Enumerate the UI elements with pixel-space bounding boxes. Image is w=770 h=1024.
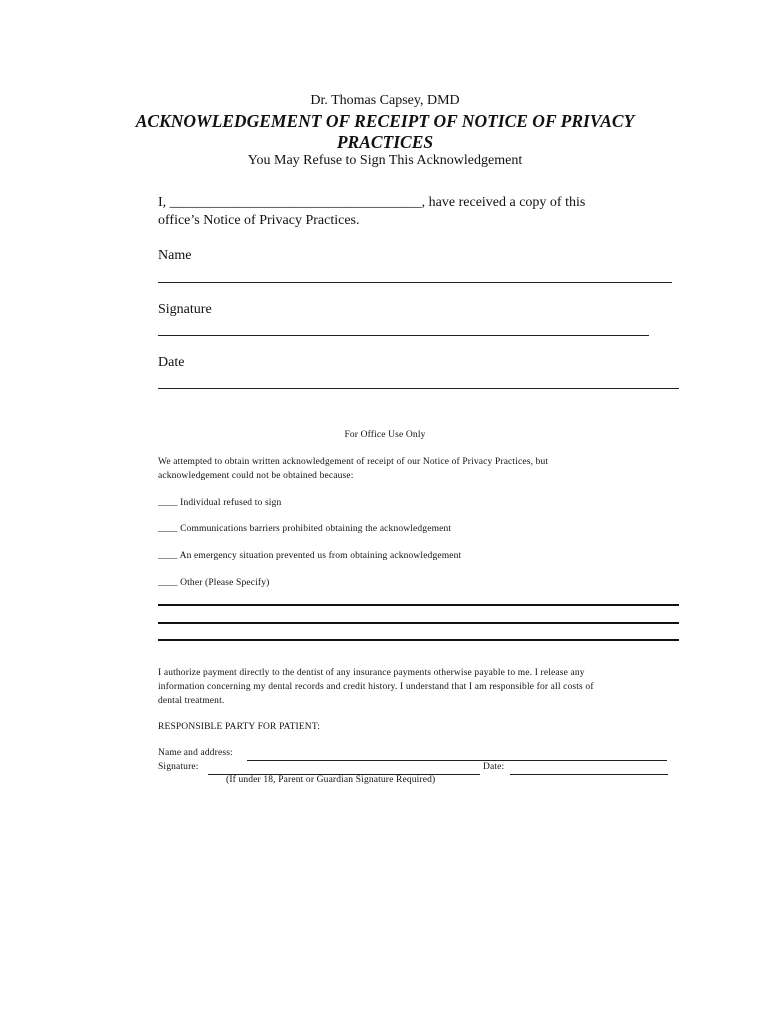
responsible-date-label: Date:: [483, 762, 505, 772]
authorization-line-3: dental treatment.: [158, 696, 225, 706]
signature-label: Signature: [158, 302, 212, 317]
reason-communication-barriers[interactable]: ____ Communications barriers prohibited obtaining the acknowledgement: [158, 524, 452, 534]
reason-other[interactable]: ____ Other (Please Specify): [158, 578, 270, 588]
ack-suffix: , have received a copy of this: [421, 195, 586, 210]
responsible-date-line[interactable]: [510, 774, 668, 775]
date-line[interactable]: [158, 388, 679, 389]
patient-name-blank[interactable]: ____________________________________: [169, 195, 422, 210]
office-intro-line-1: We attempted to obtain written acknowledgement of receipt of our Notice of Privacy Practices, but: [158, 457, 549, 467]
doctor-name: Dr. Thomas Capsey, DMD: [310, 93, 460, 108]
ack-prefix: I,: [158, 195, 170, 210]
authorization-line-1: I authorize payment directly to the dentist of any insurance payments otherwise payable to me. I release any: [158, 668, 585, 678]
name-label: Name: [158, 248, 192, 263]
responsible-party-heading: RESPONSIBLE PARTY FOR PATIENT:: [158, 722, 321, 732]
date-label: Date: [158, 355, 185, 370]
form-subtitle: You May Refuse to Sign This Acknowledgement: [247, 153, 523, 168]
signature-line[interactable]: [158, 335, 649, 336]
acknowledgement-line-1: [158, 195, 585, 211]
specify-line-1[interactable]: [158, 604, 679, 606]
specify-line-2[interactable]: [158, 622, 679, 624]
acknowledgement-line-2: office’s Notice of Privacy Practices.: [158, 213, 360, 228]
responsible-signature-label: Signature:: [158, 762, 199, 772]
guardian-note: (If under 18, Parent or Guardian Signature Required): [226, 775, 436, 785]
name-address-label: Name and address:: [158, 748, 233, 758]
reason-emergency[interactable]: ____ An emergency situation prevented us from obtaining acknowledgement: [158, 551, 462, 561]
office-intro-line-2: acknowledgement could not be obtained because:: [158, 471, 354, 481]
authorization-line-2: information concerning my dental records and credit history. I understand that I am responsible for all costs of: [158, 682, 594, 692]
name-address-line[interactable]: [247, 760, 667, 761]
reason-refused[interactable]: ____ Individual refused to sign: [158, 498, 282, 508]
form-title: ACKNOWLEDGEMENT OF RECEIPT OF NOTICE OF PRIVACY PRACTICES: [135, 111, 635, 152]
office-use-heading: For Office Use Only: [344, 430, 426, 440]
name-line[interactable]: [158, 282, 672, 283]
specify-line-3[interactable]: [158, 639, 679, 641]
